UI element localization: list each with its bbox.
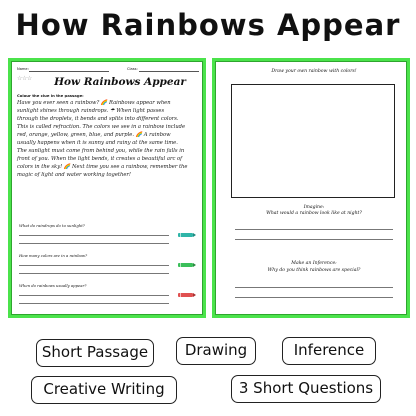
question-block bbox=[19, 283, 199, 311]
tag-short-passage: Short Passage bbox=[36, 339, 154, 367]
tag-short-questions: 3 Short Questions bbox=[231, 375, 381, 403]
imagine-label: Imagine: bbox=[303, 205, 325, 210]
answer-line bbox=[19, 303, 169, 304]
passage-line: front of you. When the light bends, it creates a beautiful arc of bbox=[17, 156, 183, 163]
answer-line bbox=[235, 229, 393, 230]
class-label: Class: bbox=[127, 67, 138, 71]
inference-label: Make an Inference: bbox=[291, 261, 337, 266]
instruction-text: Colour the clue in the passage: bbox=[17, 93, 84, 98]
answer-line bbox=[19, 265, 169, 266]
passage-line: magic of light and water working together! bbox=[17, 172, 131, 179]
page-title: How Rainbows Appear bbox=[15, 8, 401, 42]
rating-stars-icon: ☆☆☆ bbox=[17, 75, 32, 82]
answer-line bbox=[19, 235, 169, 236]
answer-line bbox=[235, 239, 393, 240]
question-text: When do rainbows usually appear? bbox=[19, 283, 87, 288]
passage-line: usually happens when it is sunny and rainy at the same time. bbox=[17, 140, 178, 147]
drawing-box bbox=[231, 84, 395, 198]
answer-line bbox=[19, 243, 169, 244]
answer-line bbox=[235, 297, 393, 298]
tag-inference: Inference bbox=[282, 337, 376, 365]
class-line bbox=[139, 71, 199, 72]
passage-line: red, orange, yellow, green, blue, and purple. 🌈 A rainbow bbox=[17, 132, 171, 139]
crayon-icon bbox=[177, 231, 197, 239]
inference-question: Why do you think rainbows are special? bbox=[267, 268, 361, 273]
passage-line: sunlight shines through raindrops. ☂ When light passes bbox=[17, 108, 165, 115]
drawing-worksheet-preview[interactable] bbox=[212, 58, 410, 318]
name-label: Name: bbox=[17, 67, 29, 71]
passage-line: colors in the sky! 🌈 Next time you see a rainbow, remember the bbox=[17, 164, 188, 171]
question-block bbox=[19, 253, 199, 287]
question-text: How many colors are in a rainbow? bbox=[19, 253, 88, 258]
passage-line: Have you ever seen a rainbow? 🌈 Rainbows appear when bbox=[17, 100, 171, 106]
worksheet-title: How Rainbows Appear bbox=[54, 76, 186, 88]
name-line bbox=[29, 71, 109, 72]
imagine-question: What would a rainbow look like at night? bbox=[266, 211, 362, 216]
answer-line bbox=[19, 273, 169, 274]
answer-line bbox=[235, 287, 393, 288]
draw-instruction: Draw your own rainbow with colors! bbox=[271, 69, 357, 74]
crayon-icon bbox=[177, 291, 197, 299]
tag-drawing: Drawing bbox=[176, 337, 256, 365]
question-text: What do raindrops do to sunlight? bbox=[19, 223, 85, 228]
passage-line: This is called refraction. The colors we see in a rainbow include bbox=[17, 124, 186, 131]
crayon-icon bbox=[177, 261, 197, 269]
question-block bbox=[19, 223, 199, 257]
tag-creative-writing: Creative Writing bbox=[31, 376, 177, 404]
passage-worksheet-preview[interactable] bbox=[8, 58, 206, 318]
passage-line: The sunlight must come from behind you, while the rain falls in bbox=[17, 148, 185, 155]
name-class-row bbox=[17, 67, 197, 75]
passage-line: through the droplets, it bends and splits into different colors. bbox=[17, 116, 179, 123]
reading-passage bbox=[17, 99, 199, 179]
answer-line bbox=[19, 295, 169, 296]
